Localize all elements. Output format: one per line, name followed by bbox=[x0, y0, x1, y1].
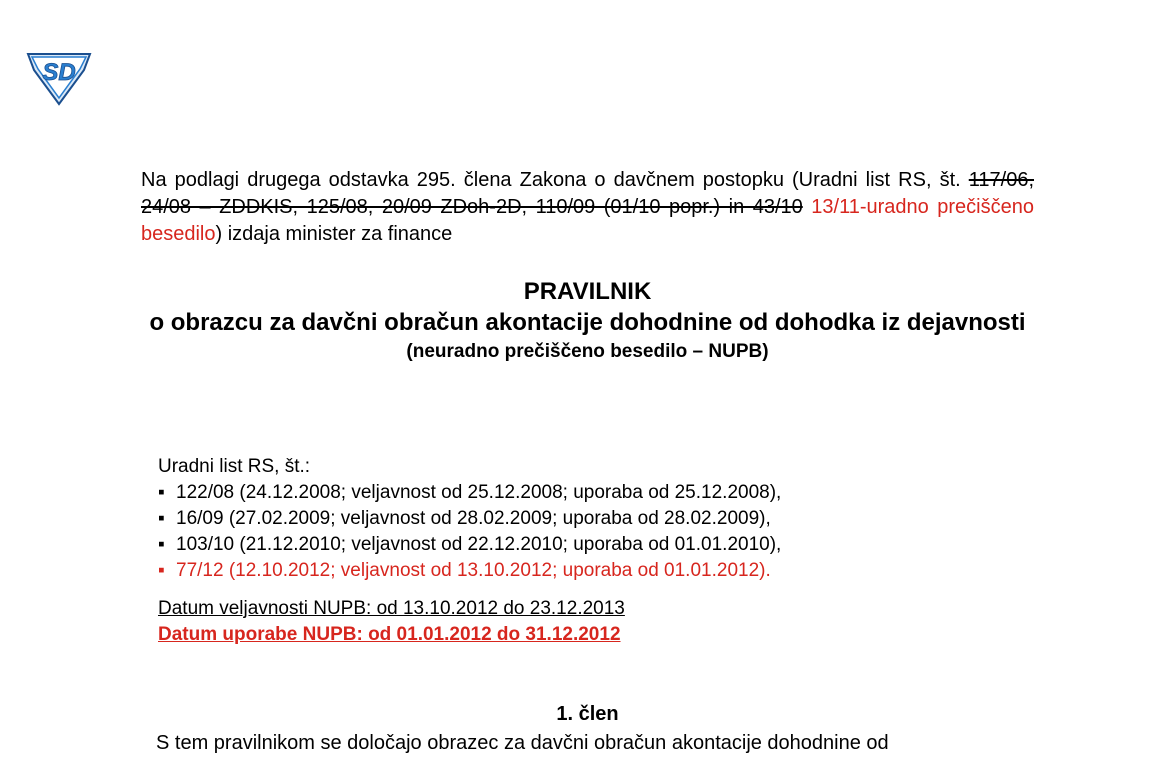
title-block bbox=[141, 276, 1034, 366]
bullet-icon: ▪ bbox=[158, 534, 165, 555]
use-date: Datum uporabe NUPB: od 01.01.2012 do 31.12.2012 bbox=[158, 624, 621, 645]
validity-date: Datum veljavnosti NUPB: od 13.10.2012 do 23.12.2013 bbox=[158, 598, 625, 619]
document-title: PRAVILNIK bbox=[523, 278, 652, 305]
intro-tail: ) izdaja minister za finance bbox=[215, 223, 453, 245]
logo-text: SD bbox=[42, 59, 76, 86]
bullet-icon: ▪ bbox=[158, 482, 165, 503]
bullet-icon: ▪ bbox=[158, 560, 165, 581]
gazette-heading: Uradni list RS, št.: bbox=[158, 456, 311, 477]
intro-new-reference: 13/11-uradno prečiščeno besedilo bbox=[141, 196, 1034, 245]
gazette-list bbox=[158, 453, 1038, 584]
document-note: (neuradno prečiščeno besedilo – NUPB) bbox=[406, 341, 769, 362]
article-heading: 1. člen bbox=[556, 703, 619, 725]
bullet-icon: ▪ bbox=[158, 508, 165, 529]
company-logo bbox=[22, 46, 96, 106]
intro-paragraph bbox=[141, 167, 1034, 248]
intro-lead: Na podlagi drugega odstavka 295. člena Zakona o davčnem postopku (Uradni list RS, št. bbox=[141, 169, 969, 191]
validity-block bbox=[158, 596, 625, 648]
intro-struck-references: 117/06, 24/08 – ZDDKIS, 125/08, 20/09 ZDoh-2D, 110/09 (01/10 popr.) in 43/10 bbox=[141, 169, 1034, 218]
gazette-entry-current: ▪ 77/12 (12.10.2012; veljavnost od 13.10.2012; uporaba od 01.01.2012). bbox=[158, 558, 1038, 584]
article-text: S tem pravilnikom se določajo obrazec za davčni obračun akontacije dohodnine od bbox=[156, 732, 889, 754]
gazette-entry: ▪ 16/09 (27.02.2009; veljavnost od 28.02.2009; uporaba od 28.02.2009), bbox=[158, 506, 1038, 532]
gazette-entry: ▪ 122/08 (24.12.2008; veljavnost od 25.12.2008; uporaba od 25.12.2008), bbox=[158, 480, 1038, 506]
gazette-entry: ▪ 103/10 (21.12.2010; veljavnost od 22.12.2010; uporaba od 01.01.2010), bbox=[158, 532, 1038, 558]
document-subtitle: o obrazcu za davčni obračun akontacije dohodnine od dohodka iz dejavnosti bbox=[149, 309, 1026, 336]
